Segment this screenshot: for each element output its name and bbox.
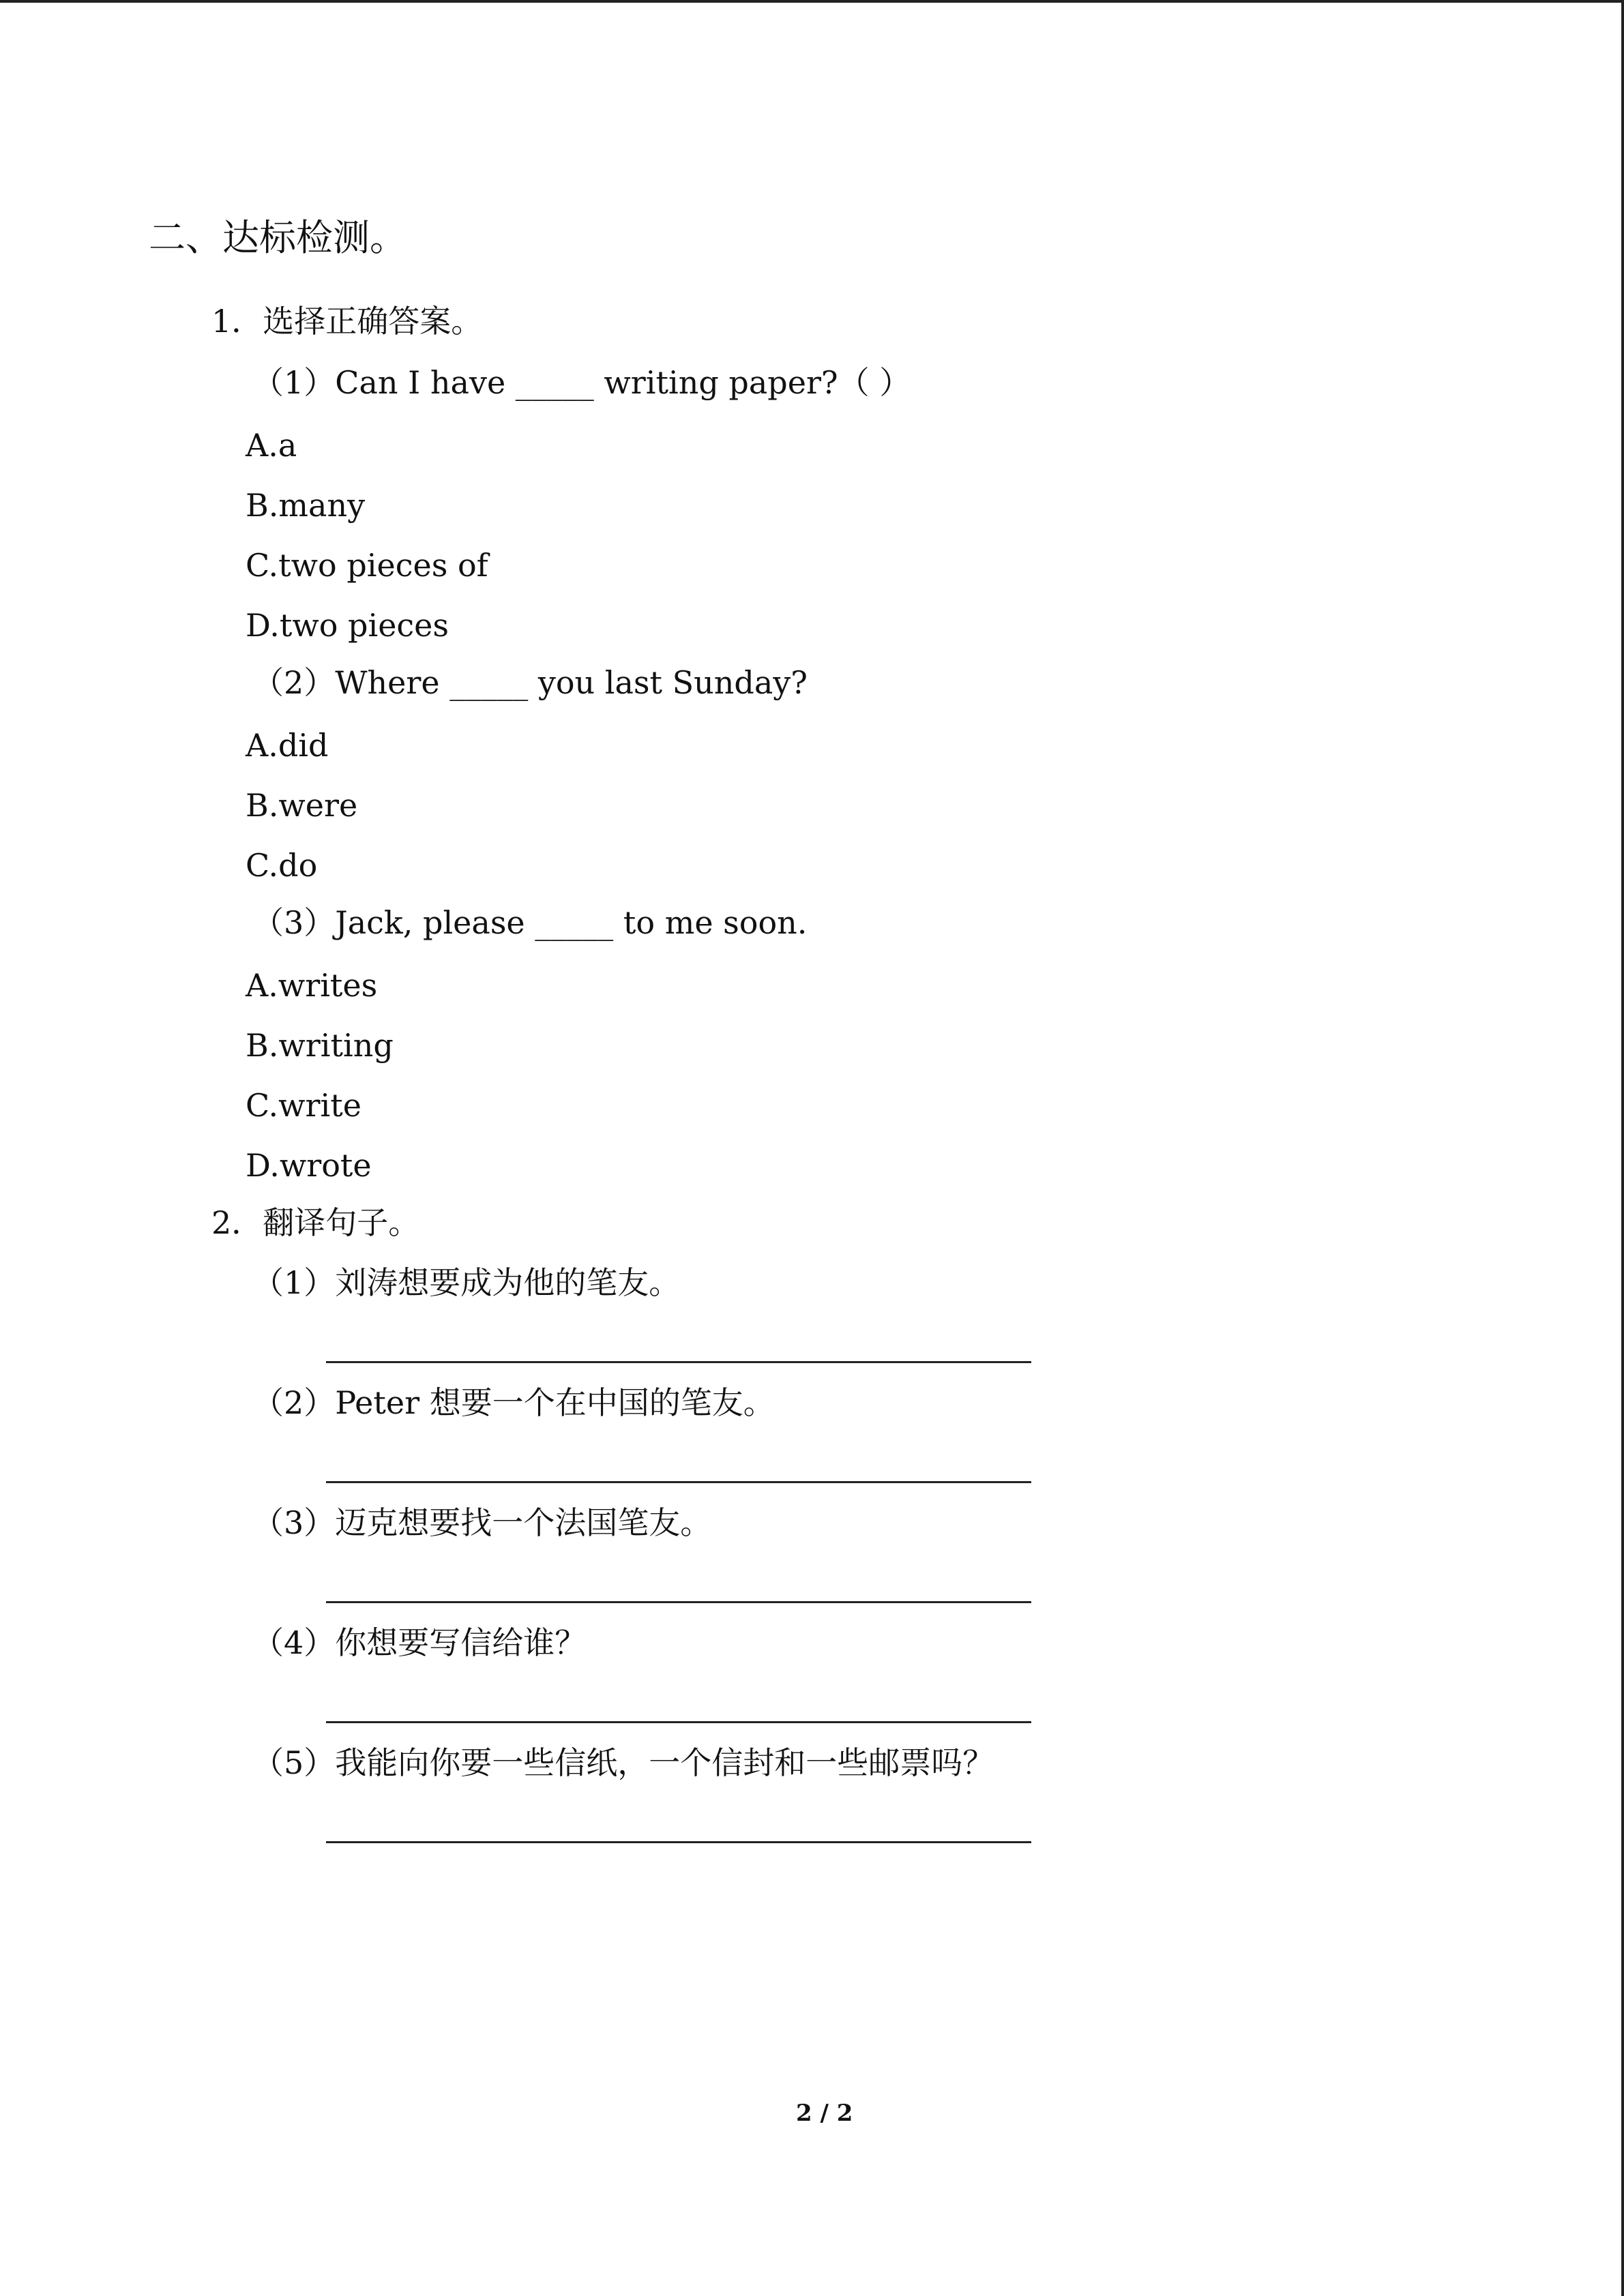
question-2-3-prompt: （3）迈克想要找一个法国笔友。 <box>252 1504 712 1541</box>
answer-line-4[interactable] <box>326 1721 1031 1723</box>
page-number: 2 / 2 <box>796 2100 853 2127</box>
page-top-border <box>0 0 1624 3</box>
question-1-1-stem: （1）Can I have _____ writing paper?（ ） <box>252 364 911 401</box>
q1-3-option-b: B.writing <box>246 1027 394 1064</box>
q1-1-option-a: A.a <box>246 427 297 464</box>
q1-1-option-c: C.two pieces of <box>246 547 488 584</box>
question-2-heading: 2．翻译句子。 <box>211 1204 420 1241</box>
q1-2-option-a: A.did <box>246 727 329 764</box>
answer-line-2[interactable] <box>326 1481 1031 1483</box>
section-title: 二、达标检测。 <box>149 216 407 259</box>
question-1-2-stem: （2）Where _____ you last Sunday? <box>252 664 808 701</box>
question-2-4-prompt: （4）你想要写信给谁？ <box>252 1624 587 1661</box>
q1-3-option-c: C.write <box>246 1087 361 1124</box>
page-right-border <box>1621 0 1624 2296</box>
q1-1-option-d: D.two pieces <box>246 607 449 644</box>
question-1-3-stem: （3）Jack, please _____ to me soon. <box>252 904 808 941</box>
answer-line-5[interactable] <box>326 1841 1031 1843</box>
question-1-heading: 1．选择正确答案。 <box>211 303 483 340</box>
answer-line-1[interactable] <box>326 1361 1031 1363</box>
question-2-1-prompt: （1）刘涛想要成为他的笔友。 <box>252 1264 681 1301</box>
q1-3-option-a: A.writes <box>246 967 378 1004</box>
q1-2-option-c: C.do <box>246 847 318 884</box>
question-2-2-prompt: （2）Peter 想要一个在中国的笔友。 <box>252 1384 775 1421</box>
answer-line-3[interactable] <box>326 1601 1031 1603</box>
q1-1-option-b: B.many <box>246 487 366 524</box>
question-2-5-prompt: （5）我能向你要一些信纸，一个信封和一些邮票吗？ <box>252 1744 994 1781</box>
q1-3-option-d: D.wrote <box>246 1147 372 1184</box>
q1-2-option-b: B.were <box>246 787 358 824</box>
